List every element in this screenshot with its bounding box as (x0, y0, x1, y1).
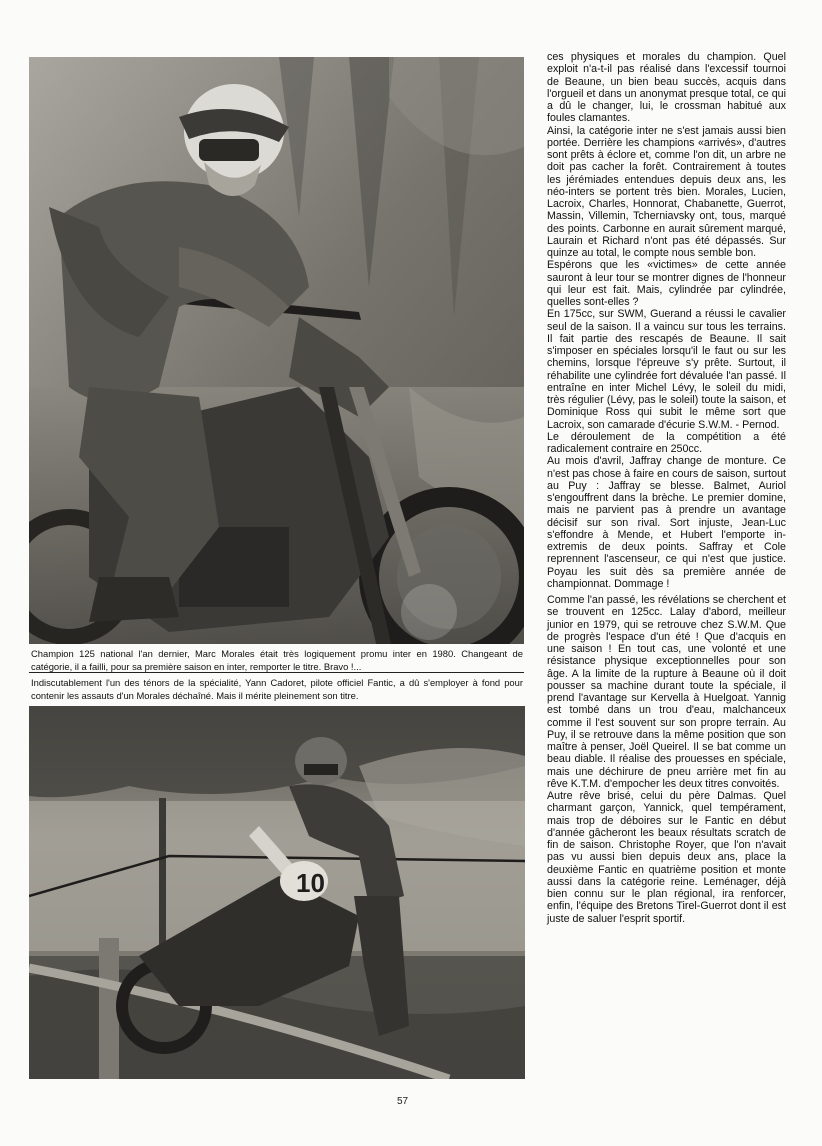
article-paragraph: Ainsi, la catégorie inter ne s'est jamais aussi bien portée. Derrière les champions «arrivés», d'autres sont prêts à éclore et, comme l'on dit, un arbre ne doit pas cacher la forêt. Contrairement à toutes les jérémiades entendues depuis deux ans, les néo-inters se portent très bien. Morales, Lucien, Lacroix, Charles, Honnorat, Chabanette, Guerrot, Massin, Villemin, Tcherniavsky ont, tous, marqué des points. Carbonne en aurait sûrement marqué, Laurain et Richard n'ont pas été dépassés. Sur quinze au total, le compte nous semble bon. (547, 124, 786, 259)
photo-marc-morales (29, 57, 524, 644)
photo-yann-cadoret (29, 706, 525, 1079)
article-paragraph: Le déroulement de la compétition a été radicalement contraire en 250cc. (547, 430, 786, 455)
photo-marc-morales-image (29, 57, 524, 644)
article-paragraph: Espérons que les «victimes» de cette année sauront à leur tour se montrer dignes de l'honneur qui leur est fait. Mais, cylindrée par cylindrée, quelles sont-elles ? (547, 259, 786, 308)
article-text-column (547, 51, 786, 925)
article-paragraph: ces physiques et morales du champion. Quel exploit n'a-t-il pas réalisé dans l'excessif tournoi de Beaune, un bien beau succès, acquis dans l'orgueil et dans un anonymat presque total, ce qui a dû le changer, lui, le crossman habitué aux foules clamantes. (547, 51, 786, 125)
article-paragraph: Comme l'an passé, les révélations se cherchent et se trouvent en 125cc. Lalay d'abord, meilleur junior en 1979, qui se retrouve chez S.W.M. Que de progrès l'espace d'un été ! Que d'acquis en une saison ! En tout cas, une volonté et une résistance physique exceptionnelles pour son âge. A la limite de la rupture à Beaune où il doit pousser sa machine durant toute la spéciale, il prend l'avantage sur Kervella à Huelgoat. Yannig est tombé dans un trou d'eau, malchanceux comme il l'est souvent sur son propre terrain. Au Puy, il se retrouve dans la même position que son maître à penser, Joël Queirel. Il se bat comme un beau diable. Il réalise des prouesses en spéciale, mais une déchirure de pneu arrière met fin au rêve K.T.M. d'empocher les deux titres convoités. (547, 594, 786, 790)
svg-text:10: 10 (296, 868, 325, 898)
article-paragraph: Autre rêve brisé, celui du père Dalmas. Quel charmant garçon, Yannick, quel tempérament, mais trop de déboires sur le Fantic en début d'année gâcheront les beaux résultats scratch de fin de saison. Christophe Royer, que l'on n'avait pas vu aussi bien depuis deux ans, place la deuxième Fantic en quatrième position et monte aussi dans la catégorie reine. Leménager, déjà bien connu sur le plan régional, ira renforcer, enfin, l'équipe des Bretons Tirel-Guerrot dont il est juste de saluer l'esprit sportif. (547, 790, 786, 925)
page-number: 57 (397, 1096, 409, 1107)
photo1-caption: Champion 125 national l'an dernier, Marc Morales était très logiquement promu inter en 1980. Changeant de catégorie, il a failli, pour sa première saison en inter, remporter le titre. Bravo !... (31, 648, 523, 673)
article-paragraph: En 175cc, sur SWM, Guerand a réussi le cavalier seul de la saison. Il a vaincu sur tous les terrains. Il fait partie des rescapés de Beaune. Il sait s'imposer en spéciales lorsqu'il le faut ou sur les chemins, lorsque l'épreuve s'y prête. Surtout, il réhabilite une cylindrée fort dévaluée l'an passé. Il entraîne en inter Michel Lévy, le soleil du midi, très régulier (Lévy, pas le soleil) toute la saison, et Dominique Ross qui subit le même sort que Lacroix, son camarade d'écurie S.W.M. - Pernod. (547, 308, 786, 431)
caption-divider (29, 672, 524, 673)
photo-yann-cadoret-image (29, 706, 525, 1079)
article-paragraph: Au mois d'avril, Jaffray change de monture. Ce n'est pas chose à faire en cours de saison, surtout au Puy : Jaffray se blesse. Balmet, Auriol s'engouffrent dans la brèche. Le premier domine, mais ne parvient pas à prendre un avantage décisif sur son rival. Sort injuste, Jean-Luc s'effondre à Mende, et Hubert l'emporte in-extremis de deux points. Saffray et Cole reprennent l'ascenseur, ce qui n'est que justice. Poyau les suit dès sa première année de championnat. Dommage ! (547, 455, 786, 590)
photo2-caption: Indiscutablement l'un des ténors de la spécialité, Yann Cadoret, pilote officiel Fantic, a dû s'employer à fond pour contenir les assauts d'un Morales déchaîné. Mais il mérite pleinement son titre. (31, 677, 523, 702)
